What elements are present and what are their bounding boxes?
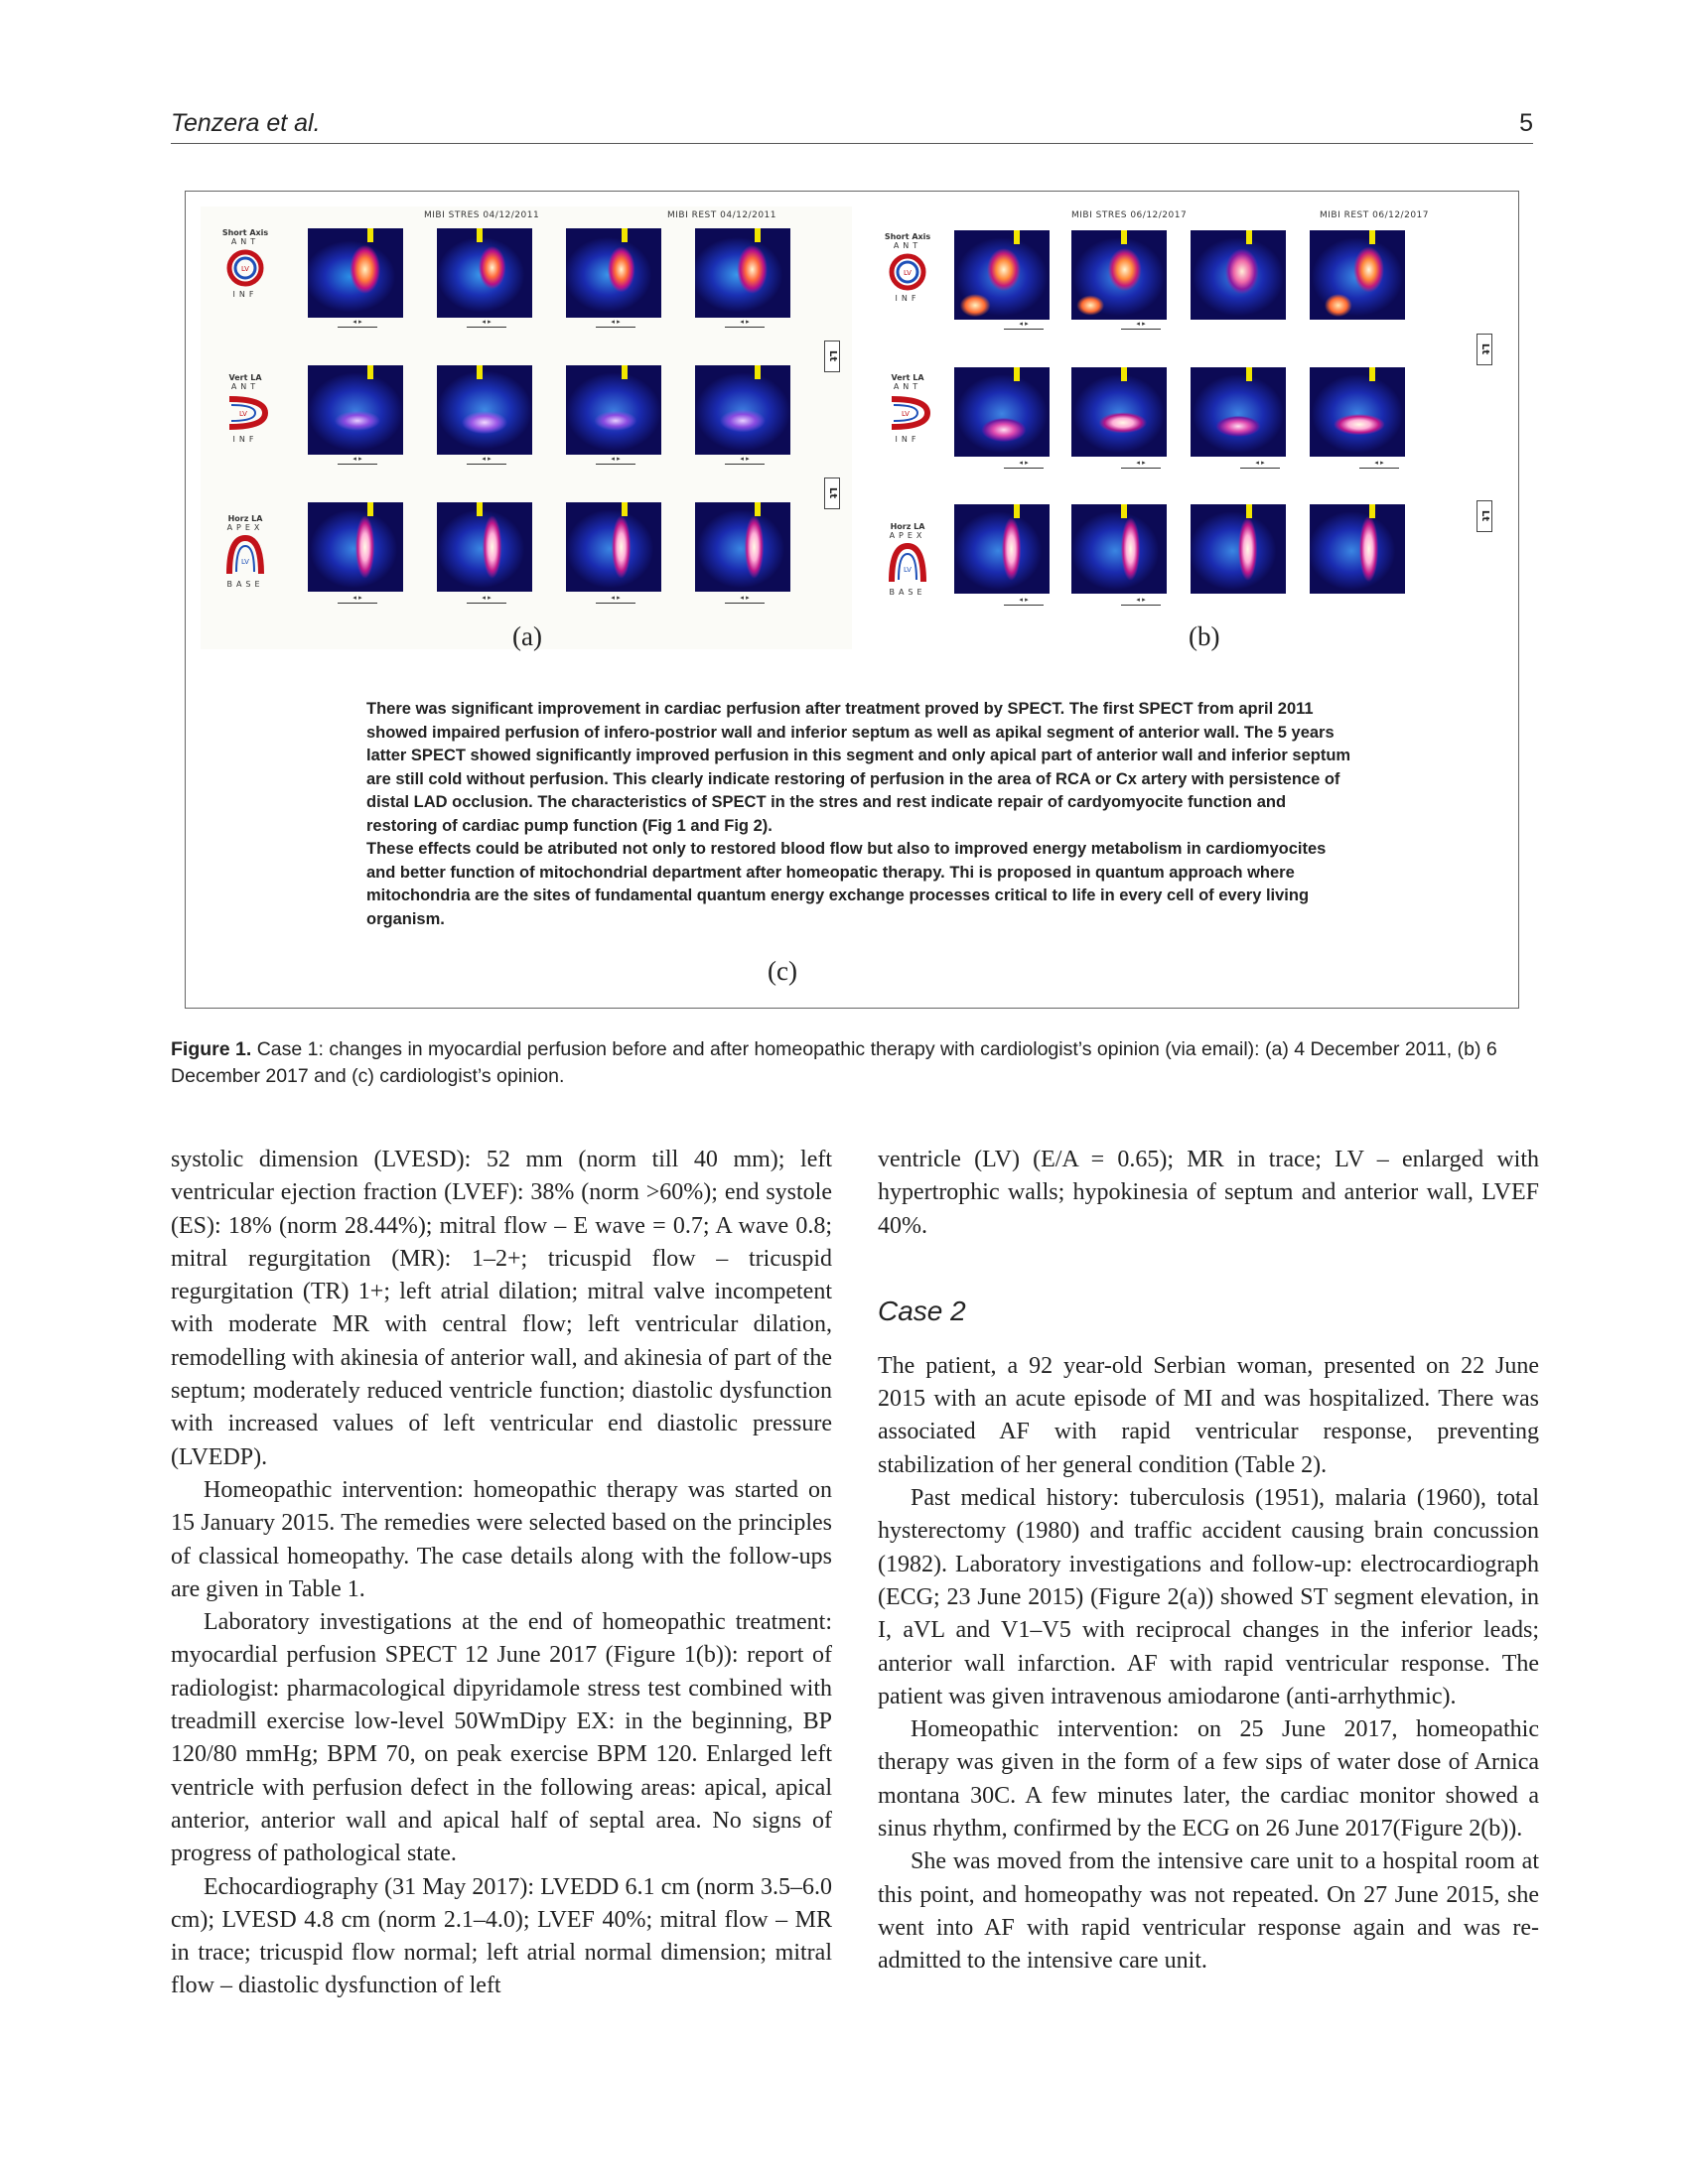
spect-image [1191,230,1286,320]
side-tag-icon: Lt [1477,500,1492,532]
legend-short-axis: Short Axis ANT LV INF [221,228,269,299]
spect-image [437,502,532,592]
side-tag-icon: Lt [824,478,840,509]
spect-image [695,502,790,592]
legend-short-axis: Short Axis ANT LV INF [884,232,931,303]
spect-image [1310,367,1405,457]
slice-control: ◂ ▸ [467,455,506,465]
spect-image [566,502,661,592]
spect-image [695,365,790,455]
spect-image [566,365,661,455]
running-head [171,109,1533,144]
slice-control: ◂ ▸ [725,594,765,604]
body-paragraph: ventricle (LV) (E/A = 0.65); MR in trace; LV – enlarged with hypertrophic walls; hypokinesia of septum and anterior wall, LVEF 40%. [878,1147,1539,1239]
slice-control: ◂ ▸ [338,318,377,328]
cardiologist-opinion [366,698,1359,931]
spect-image [954,367,1050,457]
spect-image [1071,367,1167,457]
svg-text:LV: LV [241,265,249,273]
body-paragraph: Homeopathic intervention: homeopathic therapy was started on 15 January 2015. The remedies were selected based on the principles of classical homeopathy. The case details along with the follow-ups are given in Table 1. [171,1476,832,1602]
spect-panel-a [201,206,852,649]
spect-image [1310,230,1405,320]
slice-control: ◂ ▸ [596,455,635,465]
spect-image [437,228,532,318]
svg-text:LV: LV [904,269,912,277]
spect-image [308,365,403,455]
body-column-left [171,1144,832,2003]
spect-image [308,502,403,592]
caption-label: Figure 1. [171,1038,252,1060]
opinion-paragraph: There was significant improvement in cardiac perfusion after treatment proved by SPECT. The first SPECT from april 2011 showed impaired perfusion of infero-postrior wall and inferior septum as well as apikal segment of anterior wall. The 5 years latter SPECT showed significantly improved perfusion in this segment and only apical part of anterior wall and inferior septum are still cold without perfusion. This clearly indicate restoring of perfusion in the area of RCA or Cx artery with persistence of distal LAD occlusion. The characteristics of SPECT in the stres and rest indicate repair of cardyomyocite function and restoring of cardiac pump function (Fig 1 and Fig 2). [366,700,1351,835]
spect-image [1071,504,1167,594]
slice-control: ◂ ▸ [1121,596,1161,606]
section-heading: Case 2 [878,1295,966,1326]
slice-control: ◂ ▸ [1004,320,1044,330]
horz-la-diagram-icon [886,542,929,586]
slice-control: ◂ ▸ [338,455,377,465]
slice-control: ◂ ▸ [596,318,635,328]
slice-control: ◂ ▸ [725,455,765,465]
legend-vert-la: Vert LA ANT LV INF [869,373,946,444]
spect-panel-b [863,206,1504,649]
caption-text: Case 1: changes in myocardial perfusion before and after homeopathic therapy with cardiologist’s opinion (via email): (a) 4 December 2011, (b) 6 December 2017 and (c) cardiologist’s opinion. [171,1038,1497,1087]
vert-la-diagram-icon [221,393,269,433]
slice-control: ◂ ▸ [725,318,765,328]
vert-la-diagram-icon [884,393,931,433]
body-paragraph: Echocardiography (31 May 2017): LVEDD 6.1 cm (norm 3.5–6.0 cm); LVESD 4.8 cm (norm 2.1–4.0); LVEF 40%; mitral flow – MR in trace; tricuspid flow normal; left atrial normal dimension; mitral flow – diastolic dysfunction of left [171,1873,832,1999]
spect-image [954,230,1050,320]
panel-a-label: (a) [512,621,542,651]
spect-image [1071,230,1167,320]
legend-horz-la: Horz LA APEX LV BASE [207,514,284,589]
body-paragraph: The patient, a 92 year-old Serbian woman, presented on 22 June 2015 with an acute episode of MI and was hospitalized. There was associated AF with rapid ventricular response, preventing stabilization of her general condition (Table 2). [878,1352,1539,1478]
opinion-paragraph: These effects could be atributed not only to restored blood flow but also to improved energy metabolism in cardiomyocites and better function of mitochondrial department after homeopatic therapy. Thi is proposed in quantum approach where mitochondria are the sites of fundamental quantum energy exchange processes critical to life in every cell of every living organism. [366,840,1327,928]
panel-b-rest-title: MIBI REST 06/12/2017 [1320,210,1429,220]
panel-b-label: (b) [1189,621,1220,651]
side-tag-icon: Lt [824,341,840,372]
panel-b-stress-title: MIBI STRES 06/12/2017 [1071,210,1188,220]
spect-image [566,228,661,318]
spect-image [1191,504,1286,594]
spect-image [1191,367,1286,457]
figure-caption [171,1036,1533,1090]
panel-a-rest-title: MIBI REST 04/12/2011 [667,210,776,220]
legend-vert-la: Vert LA ANT LV INF [207,373,284,444]
body-paragraph: Past medical history: tuberculosis (1951), malaria (1960), total hysterectomy (1980) and traffic accident causing brain concussion (1982). Laboratory investigations and follow-up: electrocardiograph (ECG; 23 June 2015) (Figure 2(a)) showed ST segment elevation, in I, aVL and V1–V5 with reciprocal changes in the inferior leads; anterior wall infarction. AF with rapid ventricular response. The patient was given intravenous amiodarone (anti-arrhythmic). [878,1485,1539,1709]
slice-control: ◂ ▸ [467,594,506,604]
slice-control: ◂ ▸ [1240,459,1280,469]
panel-c-label: (c) [768,956,797,986]
horz-la-diagram-icon [223,534,267,578]
side-tag-icon: Lt [1477,334,1492,365]
body-paragraph: Laboratory investigations at the end of homeopathic treatment: myocardial perfusion SPECT 12 June 2017 (Figure 1(b)): report of radiologist: pharmacological dipyridamole stress test combined with treadmill exercise low-level 50WmDipy EX: in the beginning, BP 120/80 mmHg; BPM 70, on peak exercise BPM 120. Enlarged left ventricle with perfusion defect in the following areas: apical, apical anterior, anterior wall and apical half of septal area. No signs of progress of pathological state. [171,1609,832,1867]
slice-control: ◂ ▸ [1121,320,1161,330]
svg-text:LV: LV [904,566,912,574]
running-head-authors: Tenzera et al. [171,109,321,137]
body-paragraph: She was moved from the intensive care unit to a hospital room at this point, and homeopathy was not repeated. On 27 June 2015, she went into AF with rapid ventricular response again and was re-admitted to the intensive care unit. [878,1848,1539,1975]
slice-control: ◂ ▸ [467,318,506,328]
legend-horz-la: Horz LA APEX LV BASE [869,522,946,597]
svg-text:LV: LV [241,558,249,566]
panel-a-stress-title: MIBI STRES 04/12/2011 [424,210,540,220]
spect-image [308,228,403,318]
figure-1 [185,191,1519,1009]
body-column-right [878,1144,1539,1979]
slice-control: ◂ ▸ [1359,459,1399,469]
slice-control: ◂ ▸ [338,594,377,604]
svg-text:LV: LV [902,410,910,418]
spect-image [437,365,532,455]
spect-image [1310,504,1405,594]
slice-control: ◂ ▸ [1004,596,1044,606]
slice-control: ◂ ▸ [596,594,635,604]
svg-text:LV: LV [239,410,247,418]
spect-image [695,228,790,318]
spect-image [954,504,1050,594]
body-paragraph: systolic dimension (LVESD): 52 mm (norm till 40 mm); left ventricular ejection fraction (LVEF): 38% (norm >60%); end systole (ES): 18% (norm 28.44%); mitral flow – E wave = 0.7; A wave 0.8; mitral regurgitation (MR): 1–2+; tricuspid flow – tricuspid regurgitation (TR) 1+; left atrial dilation; mitral valve incompetent with moderate MR with central flow; left ventricular dilation, remodelling with akinesia of anterior wall, and akinesia of part of the septum; moderately reduced ventricle function; diastolic dysfunction with increased values of left ventricular end diastolic pressure (LVEDP). [171,1147,832,1470]
slice-control: ◂ ▸ [1121,459,1161,469]
body-paragraph: Homeopathic intervention: on 25 June 2017, homeopathic therapy was given in the form of a few sips of water dose of Arnica montana 30C. A few minutes later, the cardiac monitor showed a sinus rhythm, confirmed by the ECG on 26 June 2017(Figure 2(b)). [878,1716,1539,1843]
short-axis-diagram-icon [223,248,267,288]
short-axis-diagram-icon [886,252,929,292]
page-number: 5 [1519,109,1533,137]
slice-control: ◂ ▸ [1004,459,1044,469]
